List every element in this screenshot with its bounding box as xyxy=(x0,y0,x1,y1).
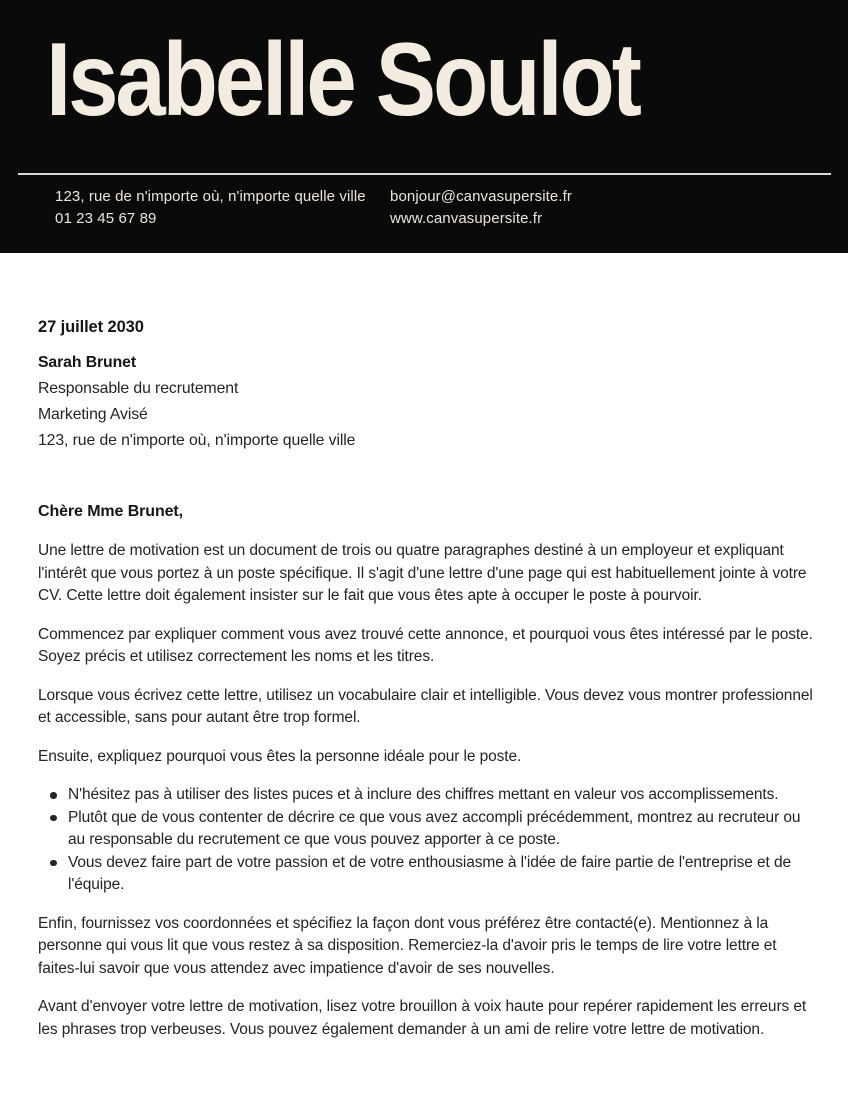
body-paragraph-2: Commencez par expliquer comment vous avez trouvé cette annonce, et pourquoi vous êtes intéressé par le poste. Soyez précis et utilisez correctement les noms et les titres. xyxy=(38,625,813,665)
recipient-title: Responsable du recrutement xyxy=(38,380,239,397)
recipient-block xyxy=(38,350,814,454)
salutation: Chère Mme Brunet, xyxy=(38,503,183,520)
letter-body xyxy=(0,253,848,1041)
closing-paragraph-1: Enfin, fournissez vos coordonnées et spécifiez la façon dont vous préférez être contacté(e). Mentionnez à la personne qui vous lit que vous restez à sa disposition. Remerciez-la d'avoir pris le temps de lire votre lettre et faites-lui savoir que vous attendez avec impatience d'avoir de ses nouvelles. xyxy=(38,914,777,977)
letterhead-divider xyxy=(18,173,831,175)
letterhead-contact xyxy=(55,186,808,230)
sender-name: Isabelle Soulot xyxy=(46,22,639,138)
letterhead xyxy=(0,0,848,253)
bullet-item-1: N'hésitez pas à utiliser des listes puces et à inclure des chiffres mettant en valeur vos accomplissements. xyxy=(38,784,814,807)
recipient-name: Sarah Brunet xyxy=(38,354,136,371)
sender-address: 123, rue de n'importe où, n'importe quelle ville xyxy=(55,188,366,205)
bullet-item-3: Vous devez faire part de votre passion et de votre enthousiasme à l'idée de faire partie de l'entreprise et de l'équipe. xyxy=(38,852,814,897)
recipient-address: 123, rue de n'importe où, n'importe quelle ville xyxy=(38,432,356,449)
body-paragraph-3: Lorsque vous écrivez cette lettre, utilisez un vocabulaire clair et intelligible. Vous devez vous montrer professionnel et accessible, sans pour autant être trop formel. xyxy=(38,686,813,726)
recipient-company: Marketing Avisé xyxy=(38,406,148,423)
closing-paragraph-2: Avant d'envoyer votre lettre de motivation, lisez votre brouillon à voix haute pour repérer rapidement les erreurs et les phrases trop verbeuses. Vous pouvez également demander à un ami de relire votre lettre de motivation. xyxy=(38,998,807,1038)
tips-bullet-list xyxy=(38,784,814,897)
sender-website: www.canvasupersite.fr xyxy=(390,210,543,227)
sender-email: bonjour@canvasupersite.fr xyxy=(390,188,572,205)
body-paragraph-1: Une lettre de motivation est un document de trois ou quatre paragraphes destiné à un employeur et expliquant l'intérêt que vous portez à un poste spécifique. Il s'agit d'une lettre d'une page qui est habituellement jointe à votre CV. Cette lettre doit également insister sur le fait que vous êtes apte à occuper le poste à pourvoir. xyxy=(38,542,807,604)
contact-column-left xyxy=(55,186,390,230)
sender-phone: 01 23 45 67 89 xyxy=(55,210,157,227)
bullet-item-2: Plutôt que de vous contenter de décrire ce que vous avez accompli précédemment, montrez au recruteur ou au responsable du recrutement ce que vous pouvez apporter à ce poste. xyxy=(38,807,814,852)
letter-date: 27 juillet 2030 xyxy=(38,318,144,336)
body-paragraph-4: Ensuite, expliquez pourquoi vous êtes la personne idéale pour le poste. xyxy=(38,747,522,765)
contact-column-right xyxy=(390,186,808,230)
